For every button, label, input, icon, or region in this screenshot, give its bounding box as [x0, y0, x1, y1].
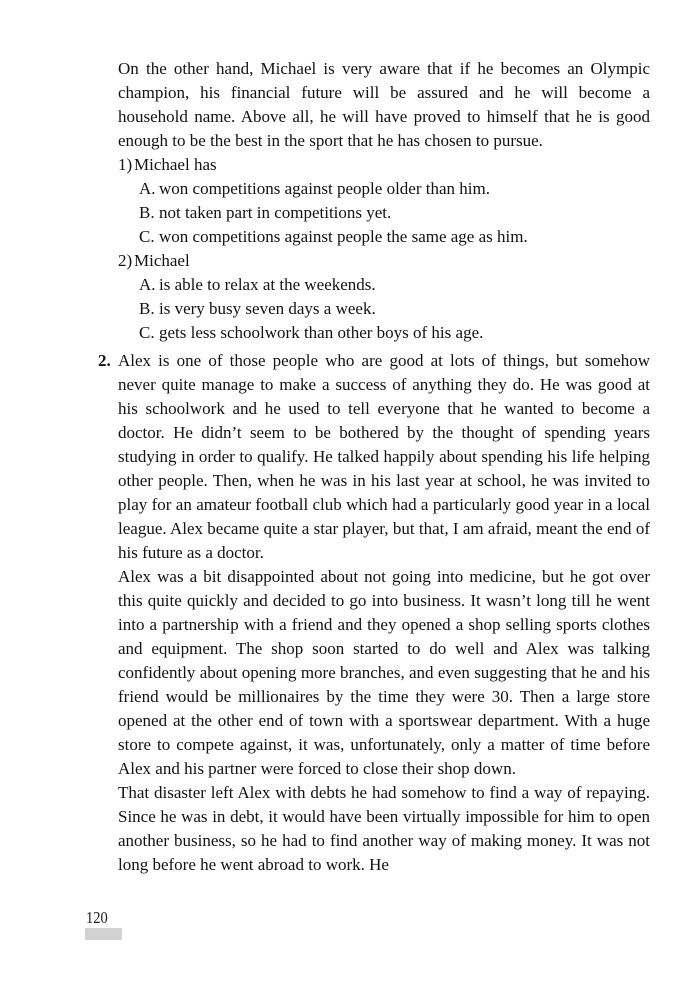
question-2-option-a [118, 273, 650, 297]
option-text: is very busy seven days a week. [159, 299, 376, 318]
option-letter: B. [139, 299, 155, 318]
question-2-option-c [118, 321, 650, 345]
option-text: is able to relax at the weekends. [159, 275, 376, 294]
alex-paragraph-1: Alex is one of those people who are good at lots of things, but somehow never quite manage to make a success of anything they do. He was good at his schoolwork and he used to tell everyone that he wanted to become a doctor. He didn’t seem to be bothered by the thought of spending years studying in order to qualify. He talked happily about spending his life helping other people. Then, when he was in his last year at school, he was invited to play for an amateur football club which had a particularly good year in a local league. Alex became quite a star player, but that, I am afraid, meant the end of his future as a doctor. [118, 351, 650, 562]
michael-paragraph: On the other hand, Michael is very aware that if he becomes an Olympic champion, his financial future will be assured and he will become a household name. Above all, he will have proved to himself that he is good enough to be the best in the sport that he has chosen to pursue. [118, 59, 650, 150]
page-number-bar [85, 928, 122, 940]
alex-paragraph-2: Alex was a bit disappointed about not going into medicine, but he got over this quite quickly and decided to go into business. It wasn’t long till he went into a partnership with a friend and they opened a shop selling sports clothes and equipment. The shop soon started to do well and Alex was talking confidently about opening more branches, and even suggesting that he and his friend would be millionaires by the time they were 30. Then a large store opened at the other end of town with a sportswear department. With a huge store to compete against, it was, unfortunately, only a matter of time before Alex and his partner were forced to close their shop down. [118, 567, 650, 778]
sub-question-2 [118, 249, 650, 273]
option-letter: A. [139, 179, 156, 198]
exercise-item-2 [98, 349, 650, 877]
option-text: gets less schoolwork than other boys of his age. [159, 323, 484, 342]
sub-question-2-stem: Michael [134, 251, 190, 270]
page-number: 120 [86, 908, 108, 927]
option-text: won competitions against people the same age as him. [159, 227, 528, 246]
question-1-option-a [118, 177, 650, 201]
page-content [98, 57, 650, 877]
question-2-option-b [118, 297, 650, 321]
alex-paragraph-3: That disaster left Alex with debts he had somehow to find a way of repaying. Since he was in debt, it would have been virtually impossible for him to open another business, so he had to find another way of making money. It was not long before he went abroad to work. He [118, 783, 650, 874]
item-2-number: 2. [98, 351, 111, 370]
option-letter: B. [139, 203, 155, 222]
item1-continuation [118, 57, 650, 345]
item-2-body [118, 349, 650, 877]
sub-question-2-number: 2) [118, 251, 133, 270]
option-letter: C. [139, 227, 155, 246]
option-text: won competitions against people older than him. [159, 179, 490, 198]
option-letter: C. [139, 323, 155, 342]
question-1-option-c [118, 225, 650, 249]
sub-question-1-stem: Michael has [134, 155, 217, 174]
sub-question-1-number: 1) [118, 155, 133, 174]
sub-question-1 [118, 153, 650, 177]
option-letter: A. [139, 275, 156, 294]
question-1-option-b [118, 201, 650, 225]
option-text: not taken part in competitions yet. [159, 203, 392, 222]
